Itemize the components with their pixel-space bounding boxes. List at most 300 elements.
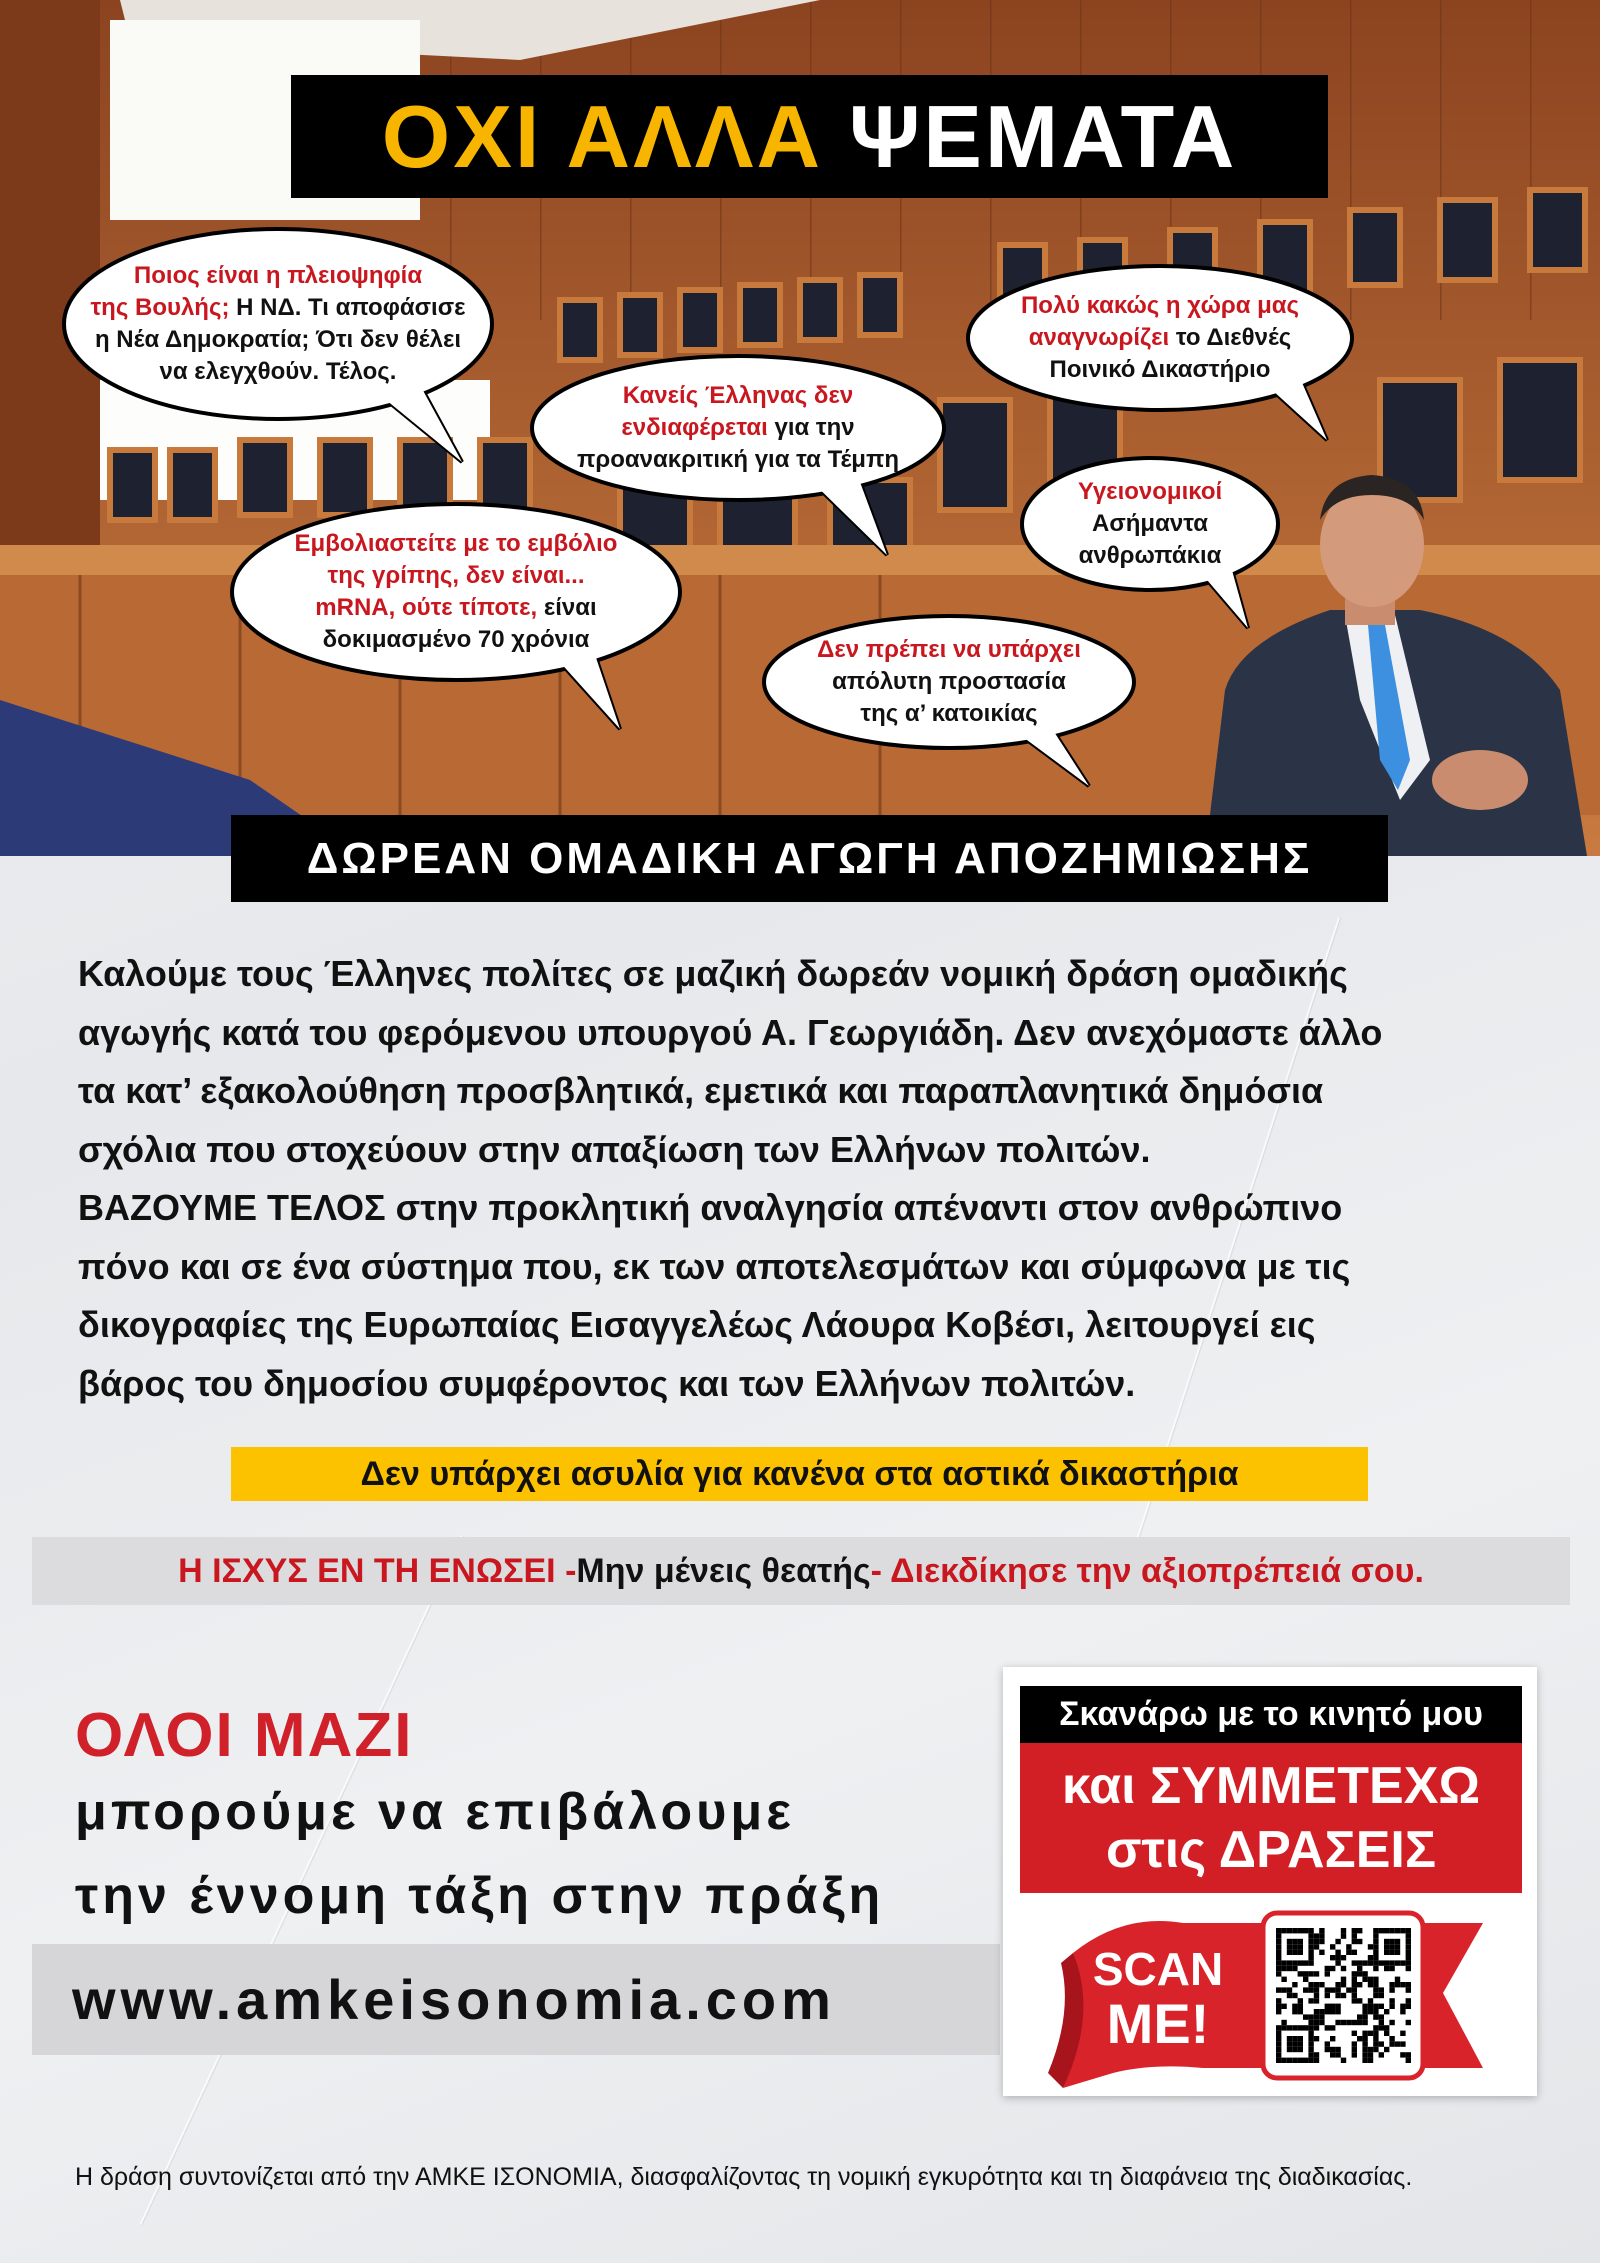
qr-module: [1357, 2036, 1362, 2041]
qr-module: [1368, 1998, 1373, 2003]
qr-module: [1379, 2004, 1384, 2009]
qr-module: [1308, 2041, 1313, 2046]
qr-module: [1276, 2009, 1281, 2014]
qr-module: [1406, 2052, 1411, 2057]
qr-module: [1373, 2031, 1378, 2036]
qr-module: [1287, 1960, 1292, 1965]
qr-module: [1330, 1966, 1335, 1971]
qr-module: [1373, 1977, 1378, 1982]
bubble-line: [577, 444, 899, 476]
qr-module: [1352, 1987, 1357, 1992]
qr-module: [1352, 2041, 1357, 2046]
qr-module: [1287, 2025, 1292, 2030]
qr-module: [1389, 1998, 1394, 2003]
qr-module: [1389, 1944, 1394, 1949]
qr-module: [1352, 1933, 1357, 1938]
qr-module: [1357, 1971, 1362, 1976]
qr-module: [1276, 1933, 1281, 1938]
qr-module: [1406, 1998, 1411, 2003]
bubble-line: [295, 624, 618, 656]
qr-module: [1357, 1998, 1362, 2003]
qr-module: [1384, 1950, 1389, 1955]
qr-module: [1325, 2009, 1330, 2014]
qr-module: [1292, 1993, 1297, 1998]
qr-module: [1335, 1960, 1340, 1965]
qr-module: [1352, 1939, 1357, 1944]
bubble-line: [90, 356, 465, 388]
bubble-line: [1021, 354, 1299, 386]
qr-module: [1362, 2041, 1367, 2046]
qr-module: [1352, 2020, 1357, 2025]
qr-module: [1384, 1939, 1389, 1944]
qr-module: [1335, 2009, 1340, 2014]
qr-module: [1341, 1955, 1346, 1960]
qr-module: [1379, 2025, 1384, 2030]
qr-module: [1362, 2004, 1367, 2009]
qr-module: [1362, 2052, 1367, 2057]
qr-module: [1330, 2025, 1335, 2030]
qr-module: [1325, 1987, 1330, 1992]
body-line: Καλούμε τους Έλληνες πολίτες σε μαζική δωρεάν νομική δράση ομαδικής: [78, 953, 1348, 994]
qr-module: [1303, 1977, 1308, 1982]
qr-module: [1276, 2041, 1281, 2046]
qr-module: [1362, 2031, 1367, 2036]
qr-module: [1384, 1960, 1389, 1965]
qr-module: [1319, 2014, 1324, 2019]
bubble-line: [295, 528, 618, 560]
qr-module: [1373, 2036, 1378, 2041]
qr-module: [1341, 1993, 1346, 1998]
body-line: ΒΑΖΟΥΜΕ ΤΕΛΟΣ στην προκλητική αναλγησία απέναντι στον ανθρώπινο: [78, 1187, 1343, 1228]
qr-module: [1308, 1982, 1313, 1987]
qr-module: [1308, 1960, 1313, 1965]
qr-module: [1319, 1950, 1324, 1955]
qr-module: [1341, 2058, 1346, 2063]
qr-module: [1341, 1966, 1346, 1971]
qr-module: [1357, 1928, 1362, 1933]
qr-module: [1292, 1960, 1297, 1965]
qr-module: [1308, 1928, 1313, 1933]
qr-module: [1276, 2031, 1281, 2036]
quote-text: Ποινικό Δικαστήριο: [1049, 356, 1271, 383]
qr-module: [1384, 2025, 1389, 2030]
qr-module: [1379, 1928, 1384, 1933]
quote-highlight: Δεν πρέπει να υπάρχει: [817, 636, 1081, 663]
qr-card-cta: [1020, 1743, 1522, 1893]
qr-module: [1400, 2004, 1405, 2009]
title-part-yellow: ΟΧΙ ΑΛΛΑ: [381, 86, 824, 186]
qr-module: [1281, 1966, 1286, 1971]
qr-module: [1314, 1971, 1319, 1976]
qr-module: [1281, 2020, 1286, 2025]
subtitle-bar: ΔΩΡΕΑΝ ΟΜΑΔΙΚΗ ΑΓΩΓΗ ΑΠΟΖΗΜΙΩΣΗΣ: [231, 815, 1388, 902]
qr-module: [1373, 1928, 1378, 1933]
body-text: [78, 945, 1382, 1413]
highlight-bar: Δεν υπάρχει ασυλία για κανένα στα αστικά δικαστήρια: [231, 1447, 1368, 1501]
body-line: δικογραφίες της Ευρωπαίας Εισαγγελέως Λάουρα Κοβέσι, λειτουργεί εις: [78, 1304, 1316, 1345]
qr-module: [1352, 1998, 1357, 2003]
qr-module: [1298, 2047, 1303, 2052]
qr-module: [1335, 1955, 1340, 1960]
qr-module: [1335, 2052, 1340, 2057]
qr-module: [1292, 1944, 1297, 1949]
quote-text: το Διεθνές: [1169, 324, 1292, 351]
qr-module: [1298, 2058, 1303, 2063]
qr-module: [1314, 1998, 1319, 2003]
bubble-quote: [817, 634, 1081, 730]
qr-module: [1368, 2052, 1373, 2057]
qr-module: [1384, 1966, 1389, 1971]
qr-module: [1298, 1950, 1303, 1955]
qr-module: [1379, 2052, 1384, 2057]
qr-module: [1346, 2020, 1351, 2025]
qr-module: [1373, 1950, 1378, 1955]
quote-text: για την: [767, 414, 855, 441]
qr-module: [1308, 1944, 1313, 1949]
qr-module: [1325, 2025, 1330, 2030]
qr-module: [1276, 1998, 1281, 2003]
qr-module: [1303, 2014, 1308, 2019]
qr-module: [1292, 1982, 1297, 1987]
qr-module: [1373, 1960, 1378, 1965]
qr-module: [1379, 1987, 1384, 1992]
qr-module: [1314, 2014, 1319, 2019]
bubble-line: [577, 380, 899, 412]
qr-module: [1389, 1950, 1394, 1955]
qr-module: [1373, 1933, 1378, 1938]
bubble-line: [295, 592, 618, 624]
qr-module: [1330, 2036, 1335, 2041]
quote-highlight: της Βουλής;: [90, 294, 230, 321]
qr-module: [1314, 2052, 1319, 2057]
bubble-line: [1078, 476, 1222, 508]
qr-module: [1335, 1982, 1340, 1987]
qr-module: [1362, 2014, 1367, 2019]
bubble-line: [1078, 508, 1222, 540]
main-title: [291, 75, 1328, 198]
qr-module: [1276, 1966, 1281, 1971]
qr-module: [1287, 1987, 1292, 1992]
qr-module: [1308, 1950, 1313, 1955]
qr-module: [1281, 1987, 1286, 1992]
qr-module: [1287, 1993, 1292, 1998]
qr-module: [1400, 2052, 1405, 2057]
qr-module: [1298, 1960, 1303, 1965]
bubble-line: [1021, 322, 1299, 354]
qr-module: [1303, 2025, 1308, 2030]
qr-module: [1395, 1950, 1400, 1955]
bubble-quote: [90, 260, 465, 388]
qr-module: [1319, 2009, 1324, 2014]
qr-module: [1303, 1960, 1308, 1965]
qr-module: [1379, 2041, 1384, 2046]
qr-module: [1298, 2041, 1303, 2046]
qr-module: [1341, 1928, 1346, 1933]
qr-module: [1287, 2041, 1292, 2046]
body-line: βάρος του δημοσίου συμφέροντος και των Ελλήνων πολιτών.: [78, 1362, 1136, 1404]
qr-module: [1335, 1993, 1340, 1998]
qr-module: [1341, 1977, 1346, 1982]
qr-module: [1298, 2036, 1303, 2041]
qr-module: [1357, 1982, 1362, 1987]
bubble-line: [90, 260, 465, 292]
qr-module: [1406, 1939, 1411, 1944]
qr-module: [1368, 1960, 1373, 1965]
motto-part-1: Η ΙΣΧΥΣ ΕΝ ΤΗ ΕΝΩΣΕΙ -: [178, 1551, 577, 1590]
qr-module: [1346, 1950, 1351, 1955]
qr-module: [1276, 2004, 1281, 2009]
qr-module: [1373, 1966, 1378, 1971]
qr-module: [1287, 1939, 1292, 1944]
qr-module: [1389, 1960, 1394, 1965]
qr-module: [1276, 1971, 1281, 1976]
qr-module: [1384, 2009, 1389, 2014]
qr-module: [1406, 1928, 1411, 1933]
motto-part-3: - Διεκδίκησε την αξιοπρέπειά σου.: [870, 1551, 1424, 1590]
qr-module: [1292, 2009, 1297, 2014]
body-line: αγωγής κατά του φερόμενου υπουργού Α. Γεωργιάδη. Δεν ανεχόμαστε άλλο: [78, 1011, 1383, 1053]
qr-module: [1308, 2031, 1313, 2036]
qr-module: [1314, 1944, 1319, 1949]
qr-module: [1298, 2004, 1303, 2009]
qr-module: [1357, 1960, 1362, 1965]
qr-module: [1314, 1993, 1319, 1998]
qr-module: [1308, 2052, 1313, 2057]
qr-module: [1298, 1998, 1303, 2003]
qr-module: [1400, 2031, 1405, 2036]
qr-module: [1287, 2047, 1292, 2052]
qr-module: [1292, 2058, 1297, 2063]
motto-part-2: Μην μένεις θεατής: [576, 1551, 871, 1590]
motto-bar: [32, 1537, 1570, 1605]
qr-module: [1314, 1939, 1319, 1944]
bubble-line: [577, 412, 899, 444]
qr-module: [1276, 1939, 1281, 1944]
qr-module: [1292, 2036, 1297, 2041]
qr-module: [1276, 2052, 1281, 2057]
qr-module: [1352, 1977, 1357, 1982]
bubble-line: [90, 292, 465, 324]
qr-module: [1308, 2020, 1313, 2025]
qr-module: [1330, 1955, 1335, 1960]
body-line: σχόλια που στοχεύουν στην απαξίωση των Ελλήνων πολιτών.: [78, 1128, 1151, 1170]
quote-text: δοκιμασμένο 70 χρόνια: [322, 626, 590, 653]
qr-module: [1368, 2047, 1373, 2052]
qr-module: [1314, 1933, 1319, 1938]
qr-module: [1303, 1987, 1308, 1992]
qr-module: [1308, 1998, 1313, 2003]
qr-module: [1389, 1928, 1394, 1933]
qr-module: [1303, 2058, 1308, 2063]
qr-module: [1362, 2047, 1367, 2052]
call-line-2: την έννομη τάξη στην πράξη: [75, 1867, 885, 1925]
qr-module: [1330, 2047, 1335, 2052]
qr-module: [1276, 1955, 1281, 1960]
qr-module: [1368, 2031, 1373, 2036]
qr-module: [1298, 2025, 1303, 2030]
call-headline: ΟΛΟΙ ΜΑΖΙ: [75, 1701, 414, 1770]
qr-module: [1319, 1928, 1324, 1933]
qr-module: [1281, 2058, 1286, 2063]
qr-module: [1357, 2020, 1362, 2025]
qr-card: [1003, 1667, 1537, 2096]
qr-module: [1373, 2014, 1378, 2019]
bubble-quote: [1021, 290, 1299, 386]
qr-module: [1292, 1928, 1297, 1933]
qr-module: [1400, 1960, 1405, 1965]
qr-module: [1368, 1977, 1373, 1982]
quote-highlight: αναγνωρίζει: [1028, 324, 1170, 351]
qr-module: [1395, 1944, 1400, 1949]
qr-module: [1292, 2025, 1297, 2030]
qr-module: [1314, 2020, 1319, 2025]
qr-module: [1314, 2036, 1319, 2041]
qr-module: [1276, 1960, 1281, 1965]
body-line: πόνο και σε ένα σύστημα που, εκ των αποτελεσμάτων και σύμφωνα με τις: [78, 1245, 1351, 1287]
quote-text: να ελεγχθούν. Τέλος.: [159, 358, 397, 385]
bubble-quote: [1078, 476, 1222, 572]
quote-highlight: Πολύ κακώς η χώρα μας: [1020, 292, 1300, 319]
scan-text: SCAN: [1092, 1943, 1224, 1995]
qr-module: [1335, 2047, 1340, 2052]
quote-highlight: Κανείς Έλληνας δεν: [622, 382, 854, 409]
qr-module: [1287, 1928, 1292, 1933]
qr-module: [1384, 1944, 1389, 1949]
call-line-1: μπορούμε να επιβάλουμε: [75, 1783, 795, 1841]
qr-module: [1362, 1960, 1367, 1965]
qr-module: [1389, 2020, 1394, 2025]
qr-module: [1308, 2025, 1313, 2030]
qr-module: [1352, 1928, 1357, 1933]
qr-module: [1406, 2020, 1411, 2025]
qr-module: [1276, 2047, 1281, 2052]
qr-module: [1276, 1928, 1281, 1933]
qr-module: [1373, 2025, 1378, 2030]
qr-module: [1379, 2020, 1384, 2025]
scan-me-ribbon: [1003, 1893, 1537, 2096]
qr-module: [1368, 2004, 1373, 2009]
qr-module: [1303, 1928, 1308, 1933]
qr-module: [1362, 1977, 1367, 1982]
qr-module: [1373, 2047, 1378, 2052]
qr-module: [1314, 2025, 1319, 2030]
qr-module: [1303, 1971, 1308, 1976]
qr-module: [1308, 2036, 1313, 2041]
quote-highlight: Ποιος είναι η πλειοψηφία: [133, 262, 423, 289]
qr-module: [1276, 1987, 1281, 1992]
quote-text: Η ΝΔ. Τι αποφάσισε: [229, 294, 466, 321]
qr-module: [1292, 1939, 1297, 1944]
qr-module: [1406, 2058, 1411, 2063]
qr-module: [1373, 1955, 1378, 1960]
qr-module: [1384, 2031, 1389, 2036]
qr-module: [1352, 1982, 1357, 1987]
qr-module: [1352, 2031, 1357, 2036]
qr-module: [1384, 1928, 1389, 1933]
qr-module: [1395, 1982, 1400, 1987]
qr-module: [1368, 2058, 1373, 2063]
quote-text: είναι: [537, 594, 597, 621]
quote-text: ανθρωπάκια: [1078, 542, 1222, 569]
qr-module: [1335, 1939, 1340, 1944]
qr-module: [1330, 1987, 1335, 1992]
qr-module: [1308, 2047, 1313, 2052]
qr-module: [1308, 1987, 1313, 1992]
qr-module: [1352, 2052, 1357, 2057]
bubble-line: [817, 698, 1081, 730]
qr-module: [1395, 1960, 1400, 1965]
qr-module: [1314, 2009, 1319, 2014]
qr-module: [1373, 1987, 1378, 1992]
bubble-line: [90, 324, 465, 356]
qr-module: [1400, 1982, 1405, 1987]
qr-module: [1281, 2004, 1286, 2009]
qr-module: [1406, 2004, 1411, 2009]
website-link[interactable]: www.amkeisonomia.com: [32, 1944, 1000, 2055]
quote-text: προανακριτική για τα Τέμπη: [576, 446, 900, 473]
qr-module: [1373, 1939, 1378, 1944]
qr-module: [1287, 1950, 1292, 1955]
qr-module: [1325, 2047, 1330, 2052]
qr-module: [1308, 1933, 1313, 1938]
qr-module: [1281, 2025, 1286, 2030]
qr-module: [1362, 2020, 1367, 2025]
qr-module: [1406, 1960, 1411, 1965]
qr-module: [1373, 1944, 1378, 1949]
qr-module: [1287, 2036, 1292, 2041]
qr-module: [1298, 1939, 1303, 1944]
qr-module: [1341, 2020, 1346, 2025]
qr-module: [1281, 1960, 1286, 1965]
qr-module: [1346, 1944, 1351, 1949]
qr-module: [1373, 1993, 1378, 1998]
bubble-line: [1078, 540, 1222, 572]
qr-module: [1314, 1987, 1319, 1992]
qr-module: [1395, 1939, 1400, 1944]
qr-module: [1362, 2036, 1367, 2041]
qr-module: [1308, 1955, 1313, 1960]
qr-module: [1330, 2004, 1335, 2009]
qr-module: [1352, 1993, 1357, 1998]
qr-module: [1276, 2058, 1281, 2063]
qr-module: [1298, 1928, 1303, 1933]
qr-module: [1314, 2058, 1319, 2063]
qr-module: [1319, 2020, 1324, 2025]
footer-note: Η δράση συντονίζεται από την ΑΜΚΕ ΙΣΟΝΟΜΙΑ, διασφαλίζοντας τη νομική εγκυρότητα και τη διαφάνεια της διαδικασίας.: [75, 2163, 1413, 2191]
qr-module: [1357, 1966, 1362, 1971]
me-text: ME!: [1106, 1992, 1210, 2055]
qr-module: [1368, 1955, 1373, 1960]
bubble-line: [817, 666, 1081, 698]
qr-module: [1287, 1944, 1292, 1949]
quote-highlight: Υγειονομικοί: [1077, 478, 1223, 505]
qr-module: [1308, 1971, 1313, 1976]
qr-module: [1362, 2009, 1367, 2014]
quote-highlight: ενδιαφέρεται: [621, 414, 768, 441]
qr-module: [1346, 1987, 1351, 1992]
qr-module: [1406, 1982, 1411, 1987]
qr-module: [1335, 1987, 1340, 1992]
bubble-quote: [295, 528, 618, 656]
qr-module: [1373, 2009, 1378, 2014]
qr-module: [1330, 2052, 1335, 2057]
qr-module: [1395, 2041, 1400, 2046]
quote-highlight: Εμβολιαστείτε με το εμβόλιο: [294, 530, 618, 557]
qr-module: [1352, 1960, 1357, 1965]
qr-module: [1389, 1987, 1394, 1992]
qr-module: [1335, 2020, 1340, 2025]
bubble-line: [1021, 290, 1299, 322]
